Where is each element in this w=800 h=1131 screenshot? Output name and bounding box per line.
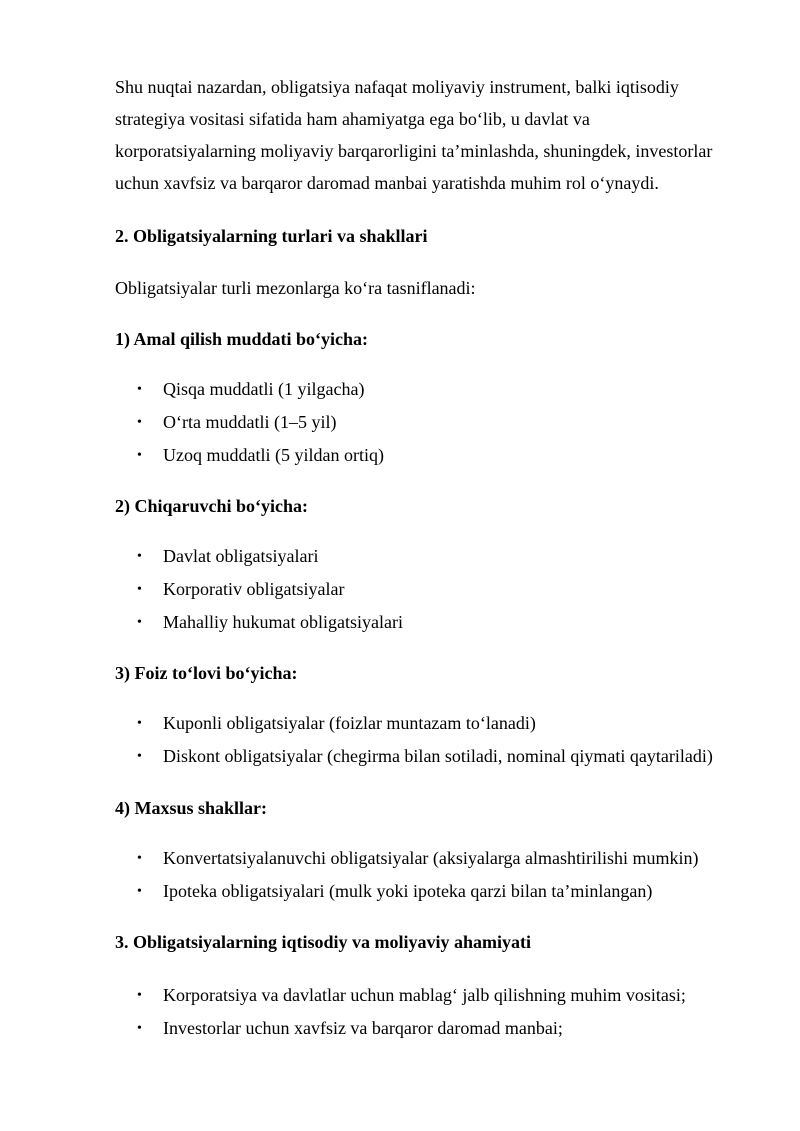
list-item-text: Korporatsiya va davlatlar uchun mablag‘ jalb qilishning muhim vositasi;	[163, 985, 686, 1005]
list-item	[137, 979, 777, 1012]
list-item	[137, 406, 777, 439]
list-item-text: Davlat obligatsiyalari	[163, 546, 319, 566]
list-item	[137, 540, 777, 573]
bullet-icon: •	[137, 749, 142, 764]
list-item-text: Investorlar uchun xavfsiz va barqaror daromad manbai;	[163, 1018, 563, 1038]
section-3-heading: 3. Obligatsiyalarning iqtisodiy va moliyaviy ahamiyati	[115, 932, 532, 952]
group-3-list	[137, 707, 777, 773]
group-2-list	[137, 540, 777, 639]
list-item	[137, 373, 777, 406]
list-item	[137, 875, 777, 908]
list-item-text: Qisqa muddatli (1 yilgacha)	[163, 379, 365, 399]
group-1-heading: 1) Amal qilish muddati bo‘yicha:	[115, 329, 369, 349]
list-item-text: Diskont obligatsiyalar (chegirma bilan sotiladi, nominal qiymati qaytariladi)	[163, 746, 713, 766]
list-item	[137, 439, 777, 472]
list-item-text: Korporativ obligatsiyalar	[163, 579, 345, 599]
group-2-heading: 2) Chiqaruvchi bo‘yicha:	[115, 496, 309, 516]
list-item-text: Mahalliy hukumat obligatsiyalari	[163, 612, 403, 632]
section-3-list	[137, 979, 777, 1045]
bullet-icon: •	[137, 988, 142, 1003]
section-2-heading: 2. Obligatsiyalarning turlari va shakllari	[115, 226, 428, 246]
section-2-intro: Obligatsiyalar turli mezonlarga ko‘ra tasniflanadi:	[115, 278, 476, 298]
bullet-icon: •	[137, 1021, 142, 1036]
list-item	[137, 740, 777, 773]
bullet-icon: •	[137, 851, 142, 866]
list-item-text: O‘rta muddatli (1–5 yil)	[163, 412, 337, 432]
group-4-list	[137, 842, 777, 908]
intro-line: uchun xavfsiz va barqaror daromad manbai yaratishda muhim rol o‘ynaydi.	[115, 173, 659, 193]
list-item	[137, 842, 777, 875]
bullet-icon: •	[137, 448, 142, 463]
intro-line: strategiya vositasi sifatida ham ahamiyatga ega bo‘lib, u davlat va	[115, 109, 590, 129]
bullet-icon: •	[137, 382, 142, 397]
list-item	[137, 606, 777, 639]
bullet-icon: •	[137, 549, 142, 564]
group-1-list	[137, 373, 777, 472]
bullet-icon: •	[137, 582, 142, 597]
list-item-text: Ipoteka obligatsiyalari (mulk yoki ipoteka qarzi bilan ta’minlangan)	[163, 881, 653, 901]
list-item	[137, 573, 777, 606]
intro-line: korporatsiyalarning moliyaviy barqarorligini ta’minlashda, shuningdek, investorlar	[115, 141, 713, 161]
list-item	[137, 707, 777, 740]
bullet-icon: •	[137, 615, 142, 630]
list-item-text: Konvertatsiyalanuvchi obligatsiyalar (aksiyalarga almashtirilishi mumkin)	[163, 848, 699, 868]
list-item-text: Uzoq muddatli (5 yildan ortiq)	[163, 445, 384, 465]
group-3-heading: 3) Foiz to‘lovi bo‘yicha:	[115, 663, 298, 683]
intro-paragraph	[115, 71, 755, 199]
intro-line: Shu nuqtai nazardan, obligatsiya nafaqat moliyaviy instrument, balki iqtisodiy	[115, 77, 679, 97]
bullet-icon: •	[137, 884, 142, 899]
list-item	[137, 1012, 777, 1045]
group-4-heading: 4) Maxsus shakllar:	[115, 798, 268, 818]
bullet-icon: •	[137, 716, 142, 731]
bullet-icon: •	[137, 415, 142, 430]
list-item-text: Kuponli obligatsiyalar (foizlar muntazam to‘lanadi)	[163, 713, 536, 733]
